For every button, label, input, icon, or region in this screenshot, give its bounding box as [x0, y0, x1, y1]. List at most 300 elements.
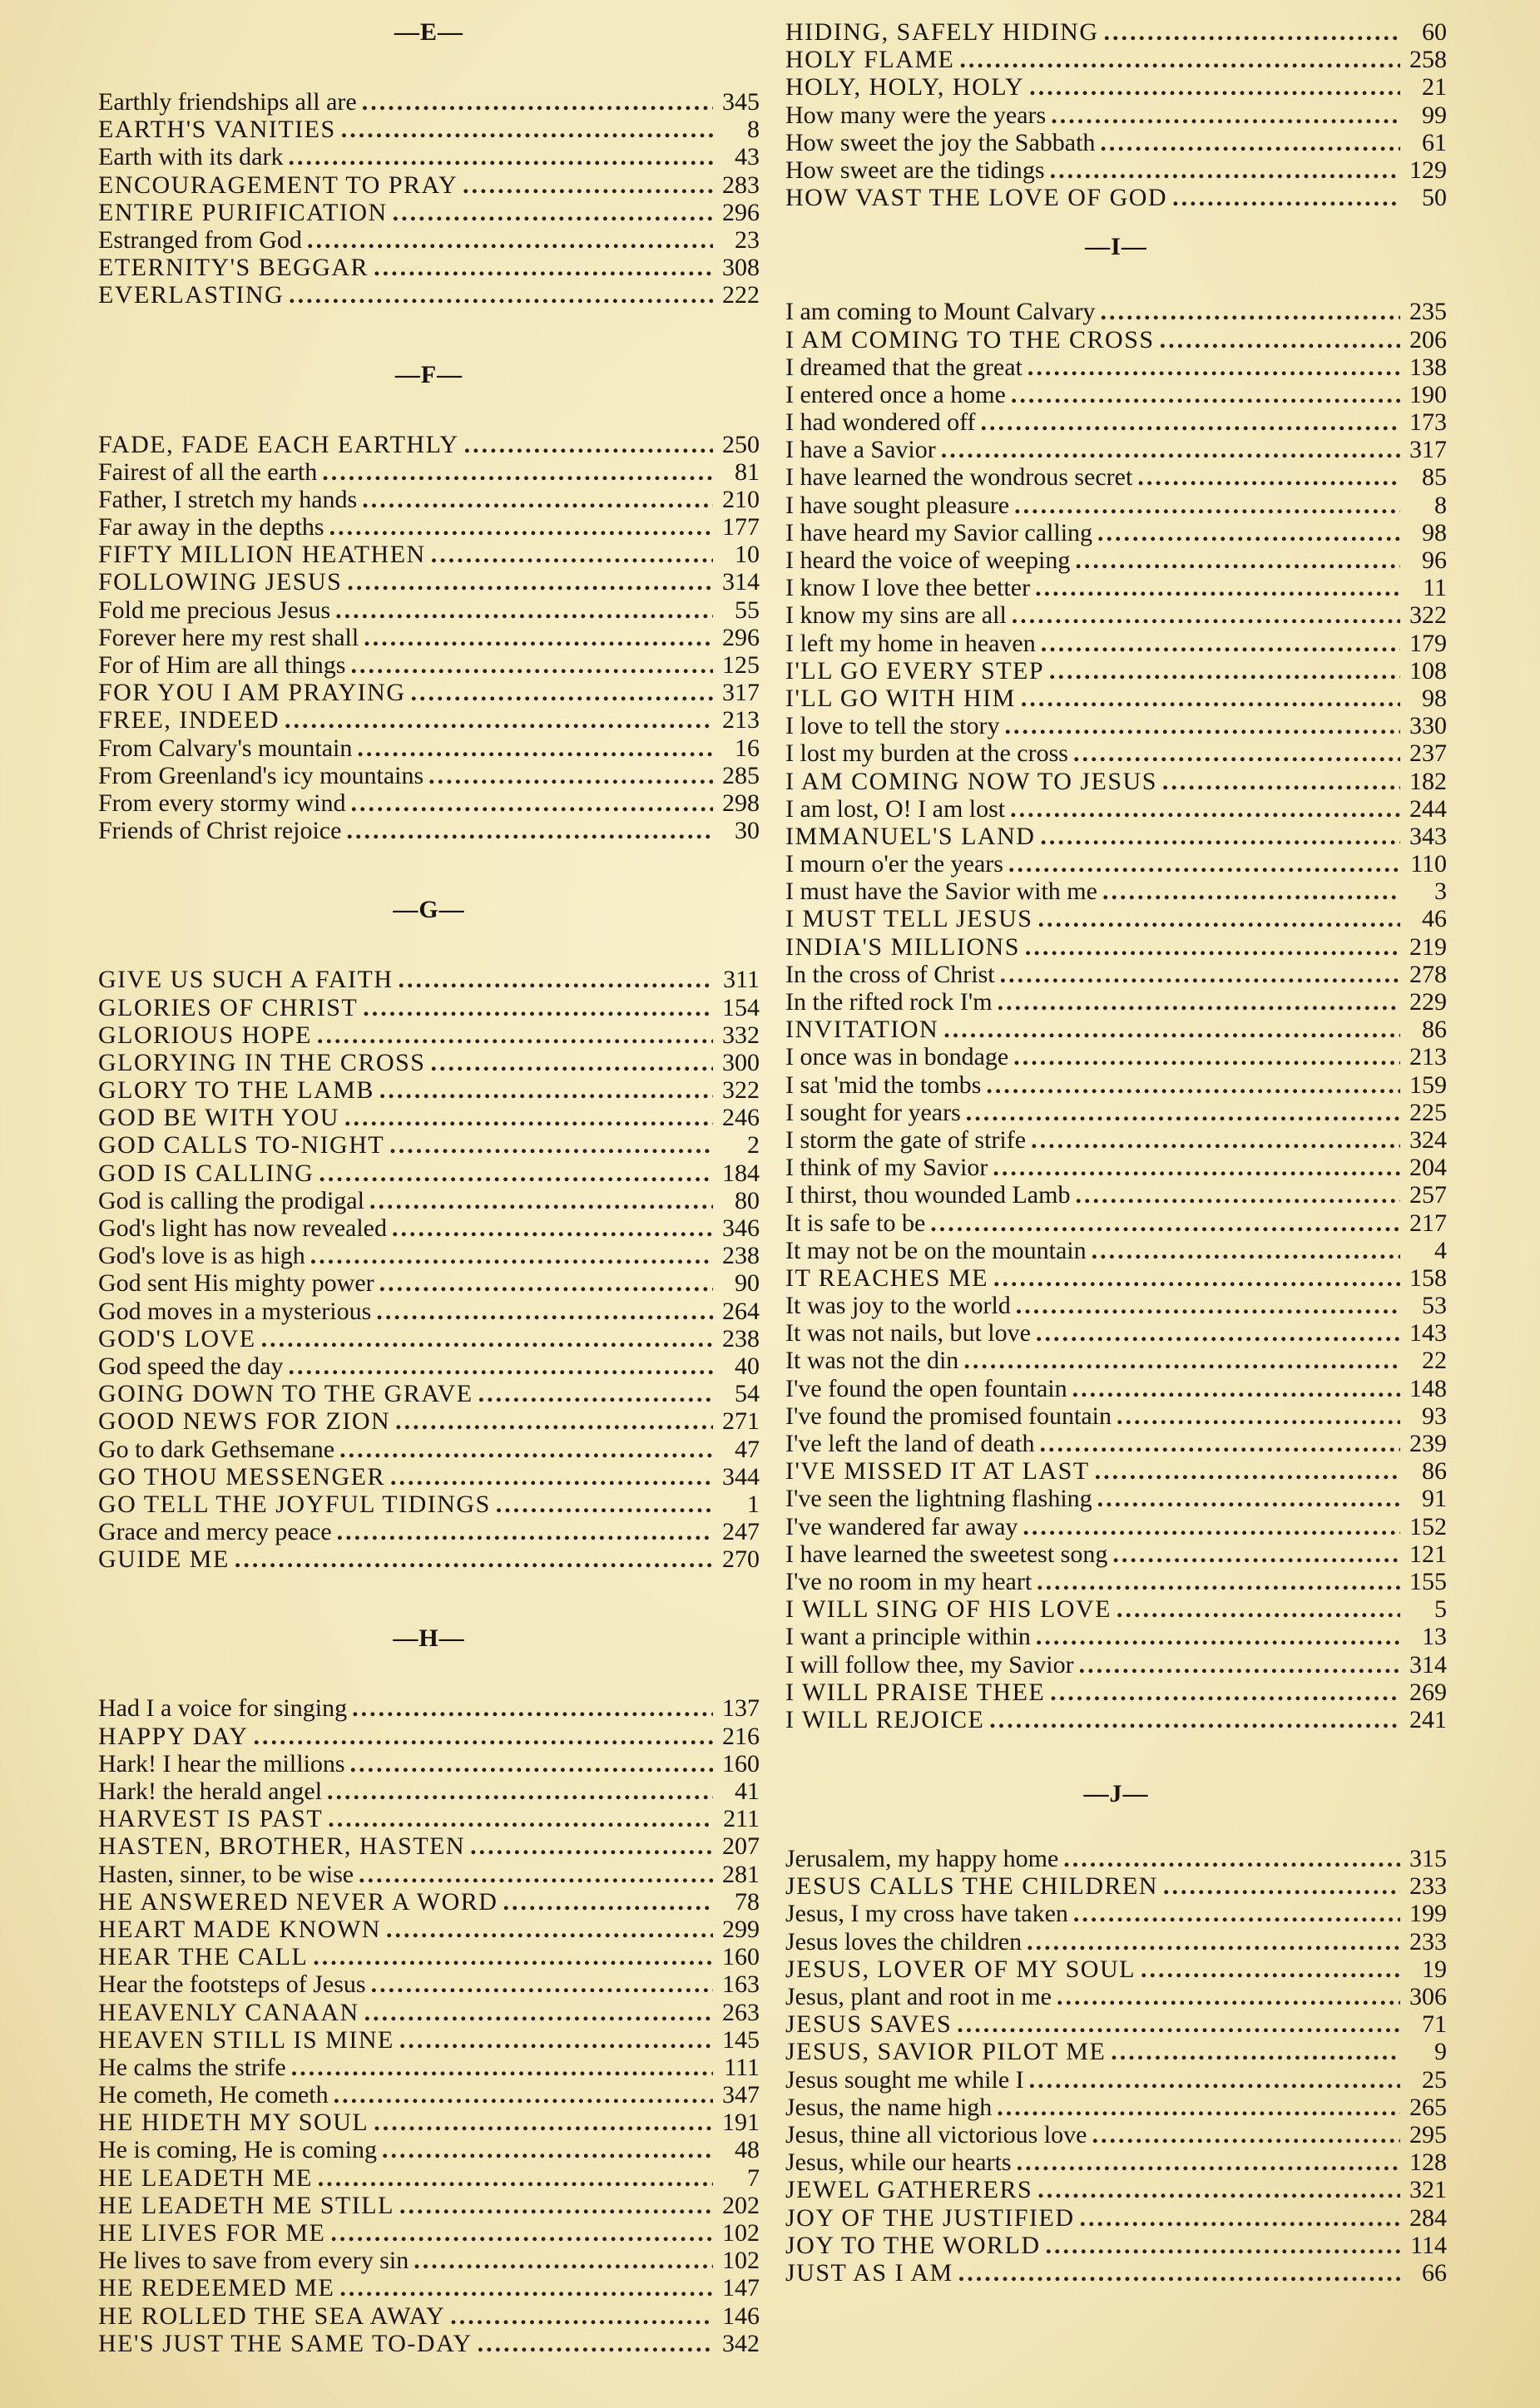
dot-leader — [1063, 1845, 1400, 1872]
hymn-number: 146 — [722, 2302, 760, 2330]
index-entry — [98, 2081, 760, 2109]
hymn-number: 238 — [722, 1242, 760, 1270]
index-entry — [98, 1104, 760, 1131]
hymn-title: I thirst, thou wounded Lamb — [785, 1181, 1071, 1209]
index-entry — [98, 1545, 760, 1573]
dot-leader — [374, 254, 713, 281]
index-entry — [785, 184, 1447, 211]
hymn-number: 270 — [722, 1545, 760, 1574]
index-entry — [785, 1292, 1447, 1319]
index-entry — [785, 2121, 1447, 2148]
hymn-number: 296 — [722, 198, 760, 226]
index-entry — [785, 1430, 1447, 1457]
hymn-title: GLORIES OF CHRIST — [98, 993, 359, 1021]
hymn-title: Grace and mercy peace — [98, 1518, 332, 1546]
index-entry — [785, 46, 1447, 73]
dot-leader — [1102, 878, 1400, 905]
hymn-title: I will follow thee, my Savior — [785, 1650, 1074, 1679]
hymn-number: 163 — [722, 1970, 760, 1999]
hymn-title: GLORYING IN THE CROSS — [98, 1048, 426, 1076]
hymn-title: God's light has now revealed — [98, 1214, 387, 1242]
hymn-title: Friends of Christ rejoice — [98, 817, 342, 845]
index-entry — [785, 1679, 1447, 1706]
index-entry — [785, 712, 1447, 739]
index-entry — [98, 2247, 760, 2274]
hymn-number: 235 — [1409, 298, 1447, 326]
index-column-right — [785, 18, 1447, 2287]
index-entry — [785, 878, 1447, 905]
hymn-number: 137 — [722, 1694, 760, 1723]
hymn-title: GOOD NEWS FOR ZION — [98, 1407, 391, 1436]
index-entry — [98, 1491, 760, 1518]
hymn-title: How sweet are the tidings — [785, 156, 1045, 184]
hymn-title: From Greenland's icy mountains — [98, 761, 424, 789]
index-entry — [785, 101, 1447, 129]
index-entry — [98, 88, 760, 116]
dot-leader — [1100, 129, 1400, 156]
dot-leader — [379, 1269, 713, 1297]
dot-leader — [1111, 2038, 1400, 2065]
hymn-title: GOD BE WITH YOU — [98, 1104, 339, 1132]
index-entry — [98, 762, 760, 789]
hymn-number: 8 — [747, 116, 760, 144]
dot-leader — [1080, 2204, 1400, 2232]
hymn-number: 300 — [722, 1048, 760, 1076]
hymn-title: Go to dark Gethsemane — [98, 1435, 335, 1463]
hymn-number: 213 — [722, 706, 760, 734]
hymn-number: 298 — [722, 789, 760, 817]
hymn-number: 258 — [1409, 46, 1447, 74]
hymn-number: 308 — [722, 254, 760, 282]
index-entry — [785, 768, 1447, 795]
hymn-number: 241 — [1409, 1705, 1447, 1733]
hymn-number: 2 — [747, 1131, 760, 1159]
hymn-title: I dreamed that the great — [785, 353, 1023, 381]
hymn-number: 284 — [1409, 2203, 1447, 2232]
hymn-title: ENTIRE PURIFICATION — [98, 198, 388, 226]
hymn-title: I'LL GO WITH HIM — [785, 684, 1016, 712]
hymn-number: 30 — [735, 817, 760, 845]
hymn-title: Jesus, while our hearts — [785, 2148, 1012, 2177]
hymn-title: HE LIVES FOR ME — [98, 2219, 326, 2247]
hymn-title: From Calvary's mountain — [98, 734, 353, 762]
hymn-title: GO THOU MESSENGER — [98, 1462, 385, 1491]
dot-leader — [470, 1832, 713, 1860]
index-entry — [785, 73, 1447, 101]
index-entry — [785, 298, 1447, 325]
index-entry — [98, 817, 760, 844]
dot-leader — [1162, 768, 1400, 795]
hymn-number: 71 — [1422, 2010, 1447, 2039]
index-entry — [785, 1956, 1447, 1983]
index-entry — [98, 458, 760, 486]
hymn-title: GUIDE ME — [98, 1545, 230, 1574]
index-entry — [98, 1999, 760, 2026]
hymn-number: 344 — [722, 1462, 760, 1491]
index-entry — [98, 171, 760, 199]
hymn-number: 247 — [722, 1518, 760, 1546]
hymn-title: GLORIOUS HOPE — [98, 1021, 313, 1049]
hymn-title: Jerusalem, my happy home — [785, 1845, 1059, 1873]
hymn-number: 204 — [1409, 1154, 1447, 1182]
index-entry — [98, 1970, 760, 1998]
index-entry — [98, 568, 760, 596]
hymn-title: How many were the years — [785, 101, 1047, 129]
hymn-number: 206 — [1409, 325, 1447, 354]
hymn-number: 66 — [1422, 2258, 1447, 2287]
hymn-title: Hark! the herald angel — [98, 1778, 323, 1805]
hymn-number: 314 — [722, 568, 760, 596]
dot-leader — [1029, 73, 1400, 101]
dot-leader — [1137, 463, 1400, 491]
hymn-title: I know I love thee better — [785, 574, 1031, 602]
index-entry — [98, 281, 760, 309]
hymn-number: 299 — [722, 1915, 760, 1943]
hymn-title: HE LEADETH ME STILL — [98, 2191, 394, 2219]
dot-leader — [1031, 1126, 1400, 1154]
index-entry — [785, 1623, 1447, 1650]
hymn-number: 159 — [1409, 1070, 1447, 1099]
hymn-number: 216 — [722, 1722, 760, 1750]
dot-leader — [1008, 850, 1400, 878]
hymn-number: 125 — [722, 651, 760, 679]
dot-leader — [450, 2302, 713, 2330]
index-entry — [785, 1043, 1447, 1070]
dot-leader — [1095, 1457, 1400, 1485]
hymn-title: Jesus, the name high — [785, 2093, 993, 2121]
hymn-title: FOLLOWING JESUS — [98, 568, 343, 596]
hymn-title: GIVE US SUCH A FAITH — [98, 966, 394, 994]
hymn-number: 238 — [722, 1324, 760, 1352]
hymn-title: JESUS CALLS THE CHILDREN — [785, 1872, 1158, 1901]
hymn-title: GLORY TO THE LAMB — [98, 1076, 374, 1105]
hymn-number: 43 — [735, 143, 760, 171]
dot-leader — [337, 1518, 713, 1545]
dot-leader — [364, 1999, 713, 2026]
hymn-number: 3 — [1434, 878, 1447, 906]
hymn-title: I AM COMING TO THE CROSS — [785, 325, 1155, 354]
hymn-number: 138 — [1409, 353, 1447, 381]
hymn-title: HOLY, HOLY, HOLY — [785, 73, 1025, 101]
hymn-title: In the cross of Christ — [785, 960, 995, 988]
index-entry — [98, 1723, 760, 1750]
section-gap — [98, 1573, 760, 1624]
hymn-title: Had I a voice for singing — [98, 1694, 348, 1723]
index-entry — [785, 685, 1447, 712]
dot-leader — [334, 2081, 713, 2109]
hymn-title: I lost my burden at the cross — [785, 739, 1068, 768]
dot-leader — [1036, 1319, 1400, 1347]
dot-leader — [428, 762, 713, 789]
dot-leader — [350, 651, 713, 679]
index-entry — [98, 1131, 760, 1159]
index-entry — [98, 116, 760, 143]
hymn-number: 50 — [1422, 184, 1447, 212]
hymn-number: 202 — [722, 2191, 760, 2219]
hymn-title: For of Him are all things — [98, 651, 346, 679]
index-entry — [98, 1380, 760, 1407]
dot-leader — [1079, 1651, 1400, 1679]
dot-leader — [350, 789, 713, 817]
dot-leader — [369, 1187, 713, 1214]
section-gap — [785, 211, 1447, 233]
hymn-title: I have a Savior — [785, 436, 936, 464]
dot-leader — [1025, 933, 1400, 961]
hymn-number: 342 — [722, 2329, 760, 2357]
hymn-number: 91 — [1422, 1485, 1447, 1513]
index-entry — [98, 541, 760, 568]
hymn-number: 102 — [722, 2247, 760, 2275]
hymn-number: 128 — [1409, 2148, 1447, 2177]
hymn-number: 237 — [1409, 739, 1447, 768]
hymn-title: Father, I stretch my hands — [98, 485, 358, 513]
dot-leader — [1012, 601, 1400, 629]
dot-leader — [1037, 905, 1400, 932]
dot-leader — [393, 199, 713, 226]
hymn-number: 102 — [722, 2219, 760, 2247]
dot-leader — [943, 1016, 1400, 1043]
hymn-title: JOY TO THE WORLD — [785, 2231, 1041, 2259]
index-entry — [785, 2148, 1447, 2176]
dot-leader — [339, 2274, 713, 2302]
hymn-number: 1 — [747, 1490, 760, 1518]
hymn-number: 191 — [722, 2109, 760, 2137]
dot-leader — [431, 541, 713, 568]
heading-gap — [98, 47, 760, 88]
dot-leader — [981, 408, 1400, 436]
index-entry — [785, 601, 1447, 629]
hymn-number: 317 — [1409, 436, 1447, 464]
hymn-title: I am lost, O! I am lost — [785, 794, 1006, 823]
hymn-title: I know my sins are all — [785, 601, 1007, 630]
hymn-number: 217 — [1409, 1209, 1447, 1237]
hymn-number: 213 — [1409, 1043, 1447, 1071]
dot-leader — [386, 1916, 713, 1943]
hymn-title: IMMANUEL'S LAND — [785, 822, 1036, 850]
dot-leader — [1037, 2176, 1400, 2203]
heading-gap — [785, 1808, 1447, 1845]
hymn-number: 219 — [1409, 932, 1447, 961]
section-heading: —G— — [393, 896, 465, 924]
index-entry — [98, 1407, 760, 1435]
index-entry — [785, 1872, 1447, 1900]
hymn-number: 285 — [722, 761, 760, 789]
index-entry — [98, 2330, 760, 2357]
index-entry — [785, 1900, 1447, 1927]
index-entry — [98, 2219, 760, 2247]
index-entry — [785, 2259, 1447, 2287]
dot-leader — [1046, 2232, 1400, 2259]
hymn-number: 199 — [1409, 1900, 1447, 1928]
index-entry — [98, 1805, 760, 1832]
hymn-title: HE HIDETH MY SOUL — [98, 2109, 369, 2137]
hymn-title: EARTH'S VANITIES — [98, 116, 336, 144]
dot-leader — [261, 1325, 713, 1352]
index-entry — [98, 1214, 760, 1242]
dot-leader — [1172, 184, 1400, 211]
hymn-number: 96 — [1422, 546, 1447, 574]
dot-leader — [1027, 354, 1400, 381]
hymn-title: I mourn o'er the years — [785, 850, 1003, 878]
hymn-title: I sat 'mid the tombs — [785, 1070, 982, 1099]
hymn-title: HOLY FLAME — [785, 46, 955, 74]
hymn-title: I've seen the lightning flashing — [785, 1485, 1092, 1513]
hymn-title: HE ROLLED THE SEA AWAY — [98, 2302, 446, 2330]
dot-leader — [464, 431, 713, 458]
hymn-title: I must have the Savior with me — [785, 878, 1097, 906]
hymn-number: 154 — [722, 993, 760, 1021]
hymn-title: Jesus, thine all victorious love — [785, 2120, 1087, 2148]
hymn-title: INVITATION — [785, 1016, 939, 1044]
hymn-title: God is calling the prodigal — [98, 1186, 364, 1214]
dot-leader — [285, 706, 713, 734]
hymn-title: Forever here my rest shall — [98, 623, 359, 651]
index-entry — [98, 1518, 760, 1545]
hymn-title: GOING DOWN TO THE GRAVE — [98, 1380, 473, 1408]
dot-leader — [993, 1264, 1400, 1292]
hymn-title: HEAR THE CALL — [98, 1943, 309, 1971]
hymn-number: 321 — [1409, 2176, 1447, 2204]
hymn-title: HEAVEN STILL IS MINE — [98, 2025, 394, 2054]
hymn-number: 152 — [1409, 1512, 1447, 1540]
index-entry — [785, 2094, 1447, 2121]
hymn-number: 229 — [1409, 988, 1447, 1016]
hymn-number: 55 — [735, 596, 760, 624]
hymn-number: 4 — [1434, 1236, 1447, 1264]
heading-gap — [98, 389, 760, 431]
section-gap — [785, 1733, 1447, 1780]
index-entry — [785, 2176, 1447, 2203]
hymn-number: 263 — [722, 1998, 760, 2026]
hymn-title: God's love is as high — [98, 1242, 305, 1270]
hymn-title: It is safe to be — [785, 1209, 926, 1237]
hymn-number: 108 — [1409, 656, 1447, 685]
dot-leader — [1000, 961, 1400, 988]
dot-leader — [390, 1463, 713, 1491]
heading-gap — [98, 924, 760, 966]
index-entry — [98, 2164, 760, 2192]
dot-leader — [941, 436, 1400, 463]
hymn-number: 233 — [1409, 1927, 1447, 1956]
hymn-number: 222 — [722, 281, 760, 309]
dot-leader — [359, 1861, 713, 1888]
hymn-number: 265 — [1409, 2093, 1447, 2121]
index-entry — [785, 657, 1447, 685]
index-entry — [785, 1513, 1447, 1540]
hymn-title: Jesus loves the children — [785, 1927, 1023, 1956]
dot-leader — [399, 2026, 713, 2054]
hymn-number: 10 — [735, 541, 760, 569]
index-entry — [98, 1352, 760, 1380]
index-entry — [785, 326, 1447, 354]
hymn-title: I WILL PRAISE THEE — [785, 1678, 1046, 1706]
hymn-title: FIFTY MILLION HEATHEN — [98, 541, 426, 569]
dot-leader — [1023, 1513, 1400, 1540]
dot-leader — [1027, 1928, 1400, 1956]
index-entry — [785, 988, 1447, 1016]
hymn-number: 257 — [1409, 1181, 1447, 1209]
index-entry — [98, 1436, 760, 1463]
hymn-title: I AM COMING NOW TO JESUS — [785, 767, 1157, 795]
hymn-number: 98 — [1422, 684, 1447, 712]
hymn-title: I MUST TELL JESUS — [785, 905, 1033, 933]
dot-leader — [350, 1750, 713, 1778]
index-entry — [785, 1568, 1447, 1595]
hymn-number: 233 — [1409, 1872, 1447, 1901]
hymn-number: 315 — [1409, 1845, 1447, 1873]
hymn-title: GO TELL THE JOYFUL TIDINGS — [98, 1490, 491, 1518]
hymn-title: He lives to save from every sin — [98, 2247, 409, 2275]
hymn-number: 61 — [1422, 128, 1447, 156]
dot-leader — [1017, 2148, 1400, 2176]
hymn-number: 81 — [735, 457, 760, 486]
dot-leader — [1040, 823, 1400, 850]
hymn-number: 78 — [735, 1887, 760, 1916]
hymn-title: Jesus sought me while I — [785, 2065, 1024, 2094]
index-entry — [98, 486, 760, 513]
hymn-number: 86 — [1422, 1457, 1447, 1486]
hymn-title: I'LL GO EVERY STEP — [785, 656, 1045, 685]
index-entry — [785, 1540, 1447, 1568]
index-entry — [98, 596, 760, 624]
hymn-title: I had wondered off — [785, 408, 976, 437]
index-entry — [785, 1209, 1447, 1237]
dot-leader — [1014, 492, 1400, 519]
heading-gap — [98, 1653, 760, 1694]
dot-leader — [288, 143, 713, 171]
section-heading: —E— — [394, 18, 463, 46]
hymn-number: 99 — [1422, 101, 1447, 129]
hymn-number: 8 — [1434, 491, 1447, 519]
dot-leader — [344, 1104, 713, 1131]
hymn-number: 110 — [1410, 850, 1447, 878]
hymn-number: 322 — [722, 1076, 760, 1105]
dot-leader — [346, 817, 713, 844]
index-entry — [98, 1242, 760, 1269]
index-entry — [785, 1154, 1447, 1181]
dot-leader — [339, 1436, 713, 1463]
hymn-number: 179 — [1409, 629, 1447, 657]
dot-leader — [1029, 2066, 1400, 2094]
index-entry — [98, 1298, 760, 1325]
index-entry — [98, 1325, 760, 1352]
heading-gap — [785, 261, 1447, 298]
index-entry — [785, 1983, 1447, 2010]
dot-leader — [313, 1943, 713, 1970]
dot-leader — [327, 1778, 713, 1805]
hymn-title: Far away in the depths — [98, 513, 324, 541]
index-entry — [98, 254, 760, 281]
index-entry — [785, 1126, 1447, 1154]
dot-leader — [989, 1706, 1400, 1733]
hymn-number: 239 — [1409, 1430, 1447, 1457]
hymn-title: I left my home in heaven — [785, 629, 1036, 657]
hymn-number: 21 — [1422, 73, 1447, 101]
index-entry — [785, 436, 1447, 463]
index-entry — [98, 994, 760, 1021]
hymn-number: 296 — [722, 623, 760, 651]
dot-leader — [362, 88, 713, 116]
index-entry — [98, 1187, 760, 1214]
hymn-title: I have learned the wondrous secret — [785, 463, 1133, 492]
index-entry — [98, 1159, 760, 1187]
hymn-title: It was not the din — [785, 1347, 959, 1375]
hymn-title: I heard the voice of weeping — [785, 546, 1071, 574]
index-entry — [98, 1888, 760, 1916]
hymn-title: HE REDEEMED ME — [98, 2274, 335, 2302]
hymn-number: 85 — [1422, 463, 1447, 492]
dot-leader — [318, 2164, 713, 2192]
